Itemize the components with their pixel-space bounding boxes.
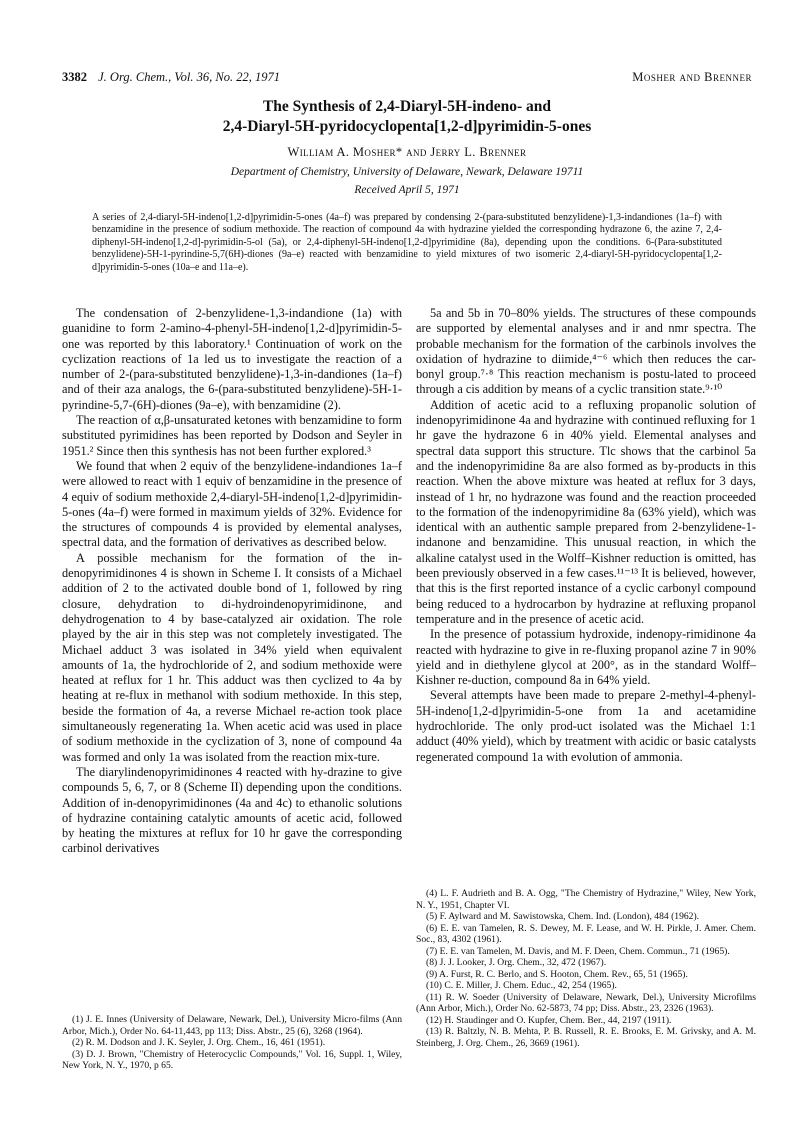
footnote: (8) J. J. Looker, J. Org. Chem., 32, 472 (1967). [426,957,607,968]
footnote: (1) J. E. Innes (University of Delaware, Newark, Del.), University Micro-films (Ann Arbor, Mich.), Order No. 64-11,443, pp 113; Diss. Abstr., 25 (6), 3268 (1964). [62,1014,402,1037]
footnotes-right [416,888,756,1049]
body-paragraph: In the presence of potassium hydroxide, indenopy-rimidinone 4a reacted with hydrazine to give in re-fluxing propanol azine 7 in 90% yield and in diethylene glycol at 200°, as in the standard Wolff–Kishner re-duction, compound 8a in 64% yield. [416,627,756,688]
journal-citation: J. Org. Chem., Vol. 36, No. 22, 1971 [98,70,280,84]
body-paragraph: We found that when 2 equiv of the benzylidene-indandiones 1a–f were allowed to react with 1 equiv of benzamidine in the presence of 4 equiv of sodium methoxide 2,4-diaryl-5H-indeno[1,2-d]pyrimidin-5-ones (4a–f) were formed in maximum yields of 32%. Evidence for the structures of compounds 4 is provided by elemental analyses, spectral data, and the formation of derivatives as described below. [62,458,402,550]
footnote: (7) E. E. van Tamelen, M. Davis, and M. F. Deen, Chem. Commun., 71 (1965). [426,945,730,957]
body-paragraph: The reaction of α,β-unsaturated ketones with benzamidine to form substituted pyrimidines has been reported by Dodson and Seyler in 1951.² Since then this synthesis has not been further explored.³ [62,413,402,458]
footnote: (12) H. Staudinger and O. Kupfer, Chem. Ber., 44, 2197 (1911). [426,1014,672,1026]
title-line-1: The Synthesis of 2,4-Diaryl-5H-indeno- and [262,98,552,115]
footnote: (4) L. F. Audrieth and B. A. Ogg, "The Chemistry of Hydrazine," Wiley, New York, N. Y., 1951, Chapter VI. [416,888,756,911]
body-paragraph: A possible mechanism for the formation of the in-denopyrimidinones 4 is shown in Scheme I. It consists of a Michael addition of 2 to the activated double bond of 1, followed by ring closure, dehydration to di-hydroindenopyrimidinone, and dehydrogenation to 4 by base-catalyzed air oxidation. The role played by the air in this step was not completely investigated. The Michael adduct 3 was isolated in 34% yield when equivalent amounts of 1a, the hydrochloride of 2, and sodium methoxide were heated at reflux for 1 hr. This adduct was then cyclized to 4a by heating at re-flux in methanol with sodium methoxide. In this step, beside the formation of 4a, a reverse Michael re-action took place simultaneously regenerating 1a. When acetic acid was used in place of sodium methoxide in the cyclization of 3, none of compound 4a was formed and only 1a was isolated from the reaction mix-ture. [62,550,402,764]
running-authors: Mosher and Brenner [632,70,752,84]
body-paragraph: 5a and 5b in 70–80% yields. The structures of these compounds are supported by elemental analyses and ir and nmr spectra. The probable mechanism for the formation of the carbinols involves the oxidation of hydrazine to diimide,⁴⁻⁶ which then reduces the car-bonyl group.⁷·⁸ This reaction mechanism is postu-lated to proceed through a cis addition by means of a cyclic transition state.⁹·¹⁰ [416,306,756,397]
footnote: (3) D. J. Brown, "Chemistry of Heterocyclic Compounds," Vol. 16, Suppl. 1, Wiley, New York, N. Y., 1970, p 65. [62,1048,402,1071]
page-number: 3382 [62,70,87,84]
body-column-left [62,306,402,857]
footnote: (9) A. Furst, R. C. Berlo, and S. Hooton, Chem. Rev., 65, 51 (1965). [426,968,688,980]
author-list: William A. Mosher* and Jerry L. Brenner [287,145,527,159]
footnote: (2) R. M. Dodson and J. K. Seyler, J. Org. Chem., 16, 461 (1951). [72,1037,326,1048]
footnote: (13) R. Baltzly, N. B. Mehta, P. B. Russell, R. E. Brooks, E. M. Grivsky, and A. M. Steinberg, J. Org. Chem., 26, 3669 (1961). [416,1026,756,1049]
footnotes-left [62,1014,402,1072]
title-line-2: 2,4-Diaryl-5H-pyridocyclopenta[1,2-d]pyrimidin-5-ones [222,118,592,135]
footnote: (6) E. E. van Tamelen, R. S. Dewey, M. F. Lease, and W. H. Pirkle, J. Amer. Chem. Soc., 83, 4302 (1961). [416,922,756,945]
body-paragraph: The condensation of 2-benzylidene-1,3-indandione (1a) with guanidine to form 2-amino-4-phenyl-5H-indeno[1,2-d]pyrimidin-5-one was reported by this laboratory.¹ Continuation of work on the cyclization reactions of 1a led us to investigate the reaction of a number of 2-(para-substituted benzylidene)-1,3-in-dandiones (1a–f) and of their aza analogs, the 6-(para-substituted benzylidene)-5H-1-pyrindine-5,7-(6H)-diones (9a–e), with benzamidine (2). [62,306,402,412]
footnote: (10) C. E. Miller, J. Chem. Educ., 42, 254 (1965). [426,980,617,991]
footnote: (5) F. Aylward and M. Sawistowska, Chem. Ind. (London), 484 (1962). [426,911,700,922]
running-header [62,70,752,86]
body-paragraph: Addition of acetic acid to a refluxing propanolic solution of indenopyrimidinone 4a and hydrazine with continued refluxing for 1 hr gave the hydrazone 6 in 40% yield. Elemental analyses and spectral data support this structure. Tlc shows that the carbinol 5a and the indenopyrimidine 8a are also formed as by-products in this reaction. When the above mixture was heated at reflux for 3 days, instead of 1 hr, no hydrazone was found and the reaction proceeded to the formation of the indenopyrimidine 8a (63% yield), which was identical with an authentic sample prepared from 2-benzylidene-1-indanone and benzamidine. This unusual reaction, in which the alkaline catalyst used in the Wolff–Kishner reduction is omitted, has been previously observed in a few cases.¹¹⁻¹³ It is believed, however, that this is the first reported instance of a cyclic carbonyl compound being reduced to a hydrocarbon by hydrazine at refluxing propanol temperature and in the presence of acetic acid. [416,397,756,626]
body-column-right [416,306,756,765]
abstract: A series of 2,4-diaryl-5H-indeno[1,2-d]pyrimidin-5-ones (4a–f) was prepared by condensing 2-(para-substituted benzylidene)-1,3-indandiones (1a–f) with benzamidine in the presence of sodium methoxide. The reaction of compound 4a with hydrazine yielded the corresponding hydrazone 6, the azine 7, 2,4-diphenyl-5H-indeno[1,2-d]-pyrimidin-5-ol (5a), or 2,4-diphenyl-5H-indeno[1,2-d]pyrimidine (8a), depending upon the conditions. 6-(Para-substituted benzylidene)-5H-1-pyrindine-5,7(6H)-diones (9a–e) reacted with benzamidine to yield mixtures of two isomeric 2,4-diaryl-5H-pyridocyclopenta[1,2-d]pyrimidin-5-ones (10a–e and 11a–e). [92,212,722,273]
footnote: (11) R. W. Soeder (University of Delaware, Newark, Del.), University Microfilms (Ann Arbor, Mich.), Order No. 62-5873, 74 pp; Diss. Abstr., 23, 2326 (1963). [416,991,756,1014]
received-date: Received April 5, 1971 [354,184,460,196]
body-paragraph: Several attempts have been made to prepare 2-methyl-4-phenyl-5H-indeno[1,2-d]pyrimidin-5-one from 1a and acetamidine hydrochloride. The only prod-uct isolated was the Michael 1:1 adduct (40% yield), which by treatment with acidic or basic catalysts regenerated compound 1a with evolution of ammonia. [416,688,756,764]
body-paragraph: The diarylindenopyrimidinones 4 reacted with hy-drazine to give compounds 5, 6, 7, or 8 (Scheme II) depending upon the conditions. Addition of in-denopyrimidinones (4a and 4c) to ethanolic solutions of hydrazine containing catalytic amounts of acetic acid, followed by heating the mixtures at reflux for 10 hr gave the corresponding carbinol derivatives [62,764,402,856]
article-title [62,97,752,137]
affiliation: Department of Chemistry, University of Delaware, Newark, Delaware 19711 [230,166,584,178]
